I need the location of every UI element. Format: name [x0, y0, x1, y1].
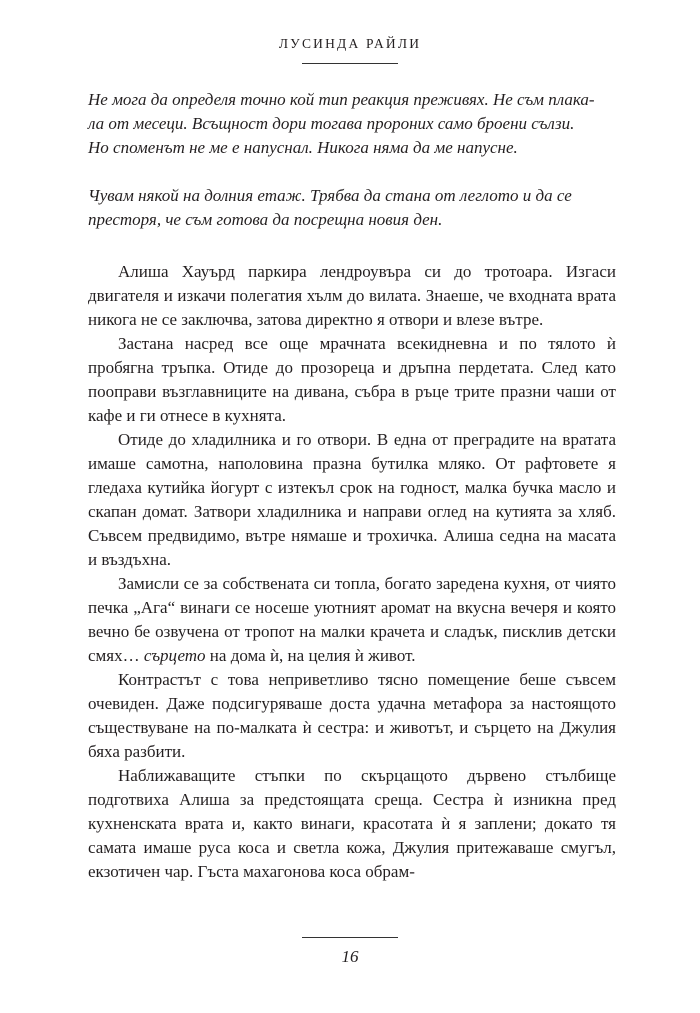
prologue-line: ла от месеци. Всъщност дори тогава пророних само броени сълзи. [88, 114, 575, 133]
prologue-line: Но споменът не ме е напуснал. Никога няма да ме напусне. [88, 138, 518, 157]
paragraph: Застана насред все още мрачната всекидневна и по тялото ѝ пробягна тръпка. Отиде до прозореца и дръпна пердетата. След като пооправи възглавниците на дивана, събра в ръце трите празни чаши от кафе и ги отнесе в кухнята. [88, 334, 616, 425]
body-text [88, 260, 616, 884]
prologue-line: Чувам някой на долния етаж. Трябва да стана от леглото и да се [88, 186, 572, 205]
prologue-line: Не мога да определя точно кой тип реакция преживях. Не съм плака- [88, 90, 595, 109]
paragraph: Алиша Хауърд паркира лендроувъра си до тротоара. Изгаси двигателя и изкачи полегатия хълм до вилата. Знаеше, че входната врата никога не се заключва, затова директно я отвори и влезе вътре. [88, 262, 616, 329]
italic-prologue [88, 88, 616, 232]
footer-rule [302, 937, 398, 938]
page-number: 16 [341, 947, 359, 966]
prologue-line: престоря, че съм готова да посрещна новия ден. [88, 210, 443, 229]
emphasis-word: сърцето [143, 646, 206, 665]
paragraph: Контрастът с това неприветливо тясно помещение беше съвсем очевиден. Даже подсигуряваше доста удачна метафора за настоящото съществуване на по-малката ѝ сестра: и животът, и сърцето на Джулия бяха разбити. [88, 670, 616, 761]
header-rule [302, 63, 398, 64]
paragraph: Отиде до хладилника и го отвори. В една от преградите на вратата имаше самотна, наполовина празна бутилка мляко. От рафтовете я гледаха кутийка йогурт с изтекъл срок на годност, малка бучка масло и скапан домат. Затвори хладилника и направи оглед на кутията за хляб. Съвсем предвидимо, вътре нямаше и трохичка. Алиша седна на масата и въздъхна. [88, 430, 616, 569]
paragraph-text: на дома ѝ, на целия ѝ живот. [205, 646, 416, 665]
paragraph-text: Замисли се за собствената си топла, богато заредена кухня, от чиято печка „Ага“ винаги се носеше уютният аромат на вкусна вечеря и която вечно бе озвучена от тропот на малки крачета и сладък, писклив детски смях… [88, 574, 616, 665]
paragraph [88, 572, 616, 668]
running-head: ЛУСИНДА РАЙЛИ [278, 36, 422, 51]
paragraph: Наближаващите стъпки по скърцащото дървено стълбище подготвиха Алиша за предстоящата среща. Сестра ѝ изникна пред кухненската врата и, както винаги, красотата ѝ я заплени; докато тя самата имаше руса коса и светла кожа, Джулия притежаваше смугъл, екзотичен чар. Гъста махагонова коса обрам- [88, 766, 616, 881]
